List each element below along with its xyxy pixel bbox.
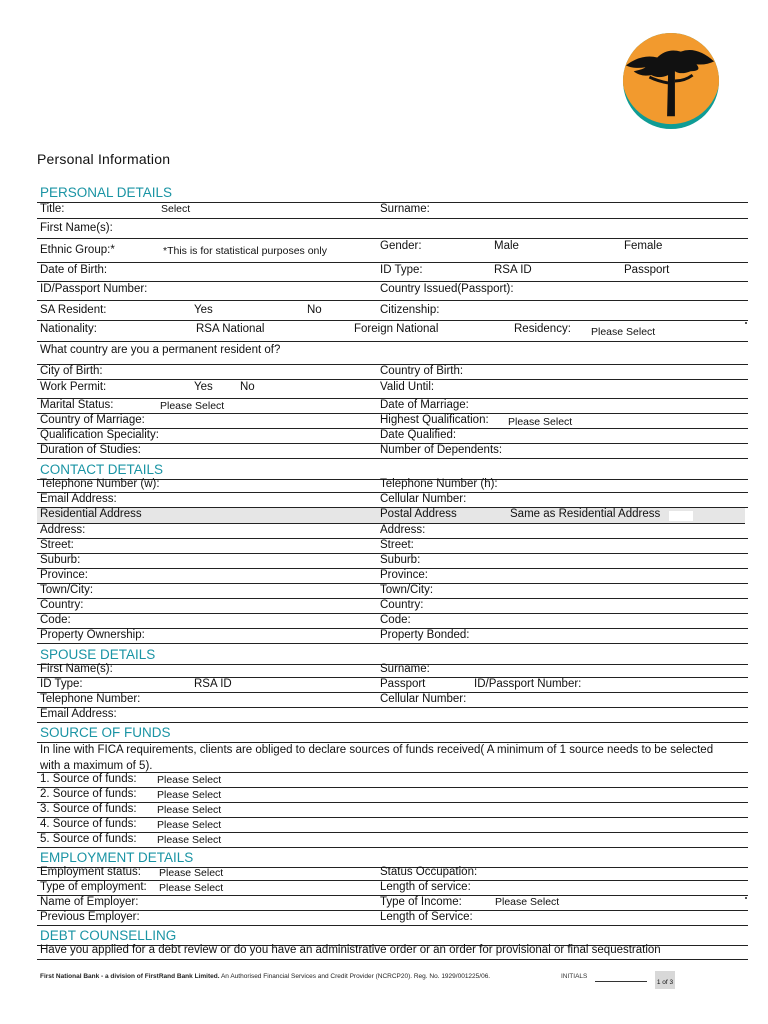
source-4-label: 4. Source of funds:: [40, 818, 137, 830]
post-province-label: Province:: [380, 569, 428, 581]
highest-qual-label: Highest Qualification:: [380, 414, 489, 426]
work-permit-no[interactable]: No: [240, 381, 255, 393]
status-occupation-label: Status Occupation:: [380, 866, 478, 878]
fnb-tree-logo: [622, 32, 720, 130]
highest-qual-select[interactable]: Please Select: [508, 416, 573, 428]
gender-male-option[interactable]: Male: [494, 240, 519, 252]
source-1-select[interactable]: Please Select: [157, 774, 222, 786]
spouse-cell-label: Cellular Number:: [380, 693, 467, 705]
row-funds-intro: [37, 741, 748, 773]
sa-resident-yes[interactable]: Yes: [194, 304, 213, 316]
sa-resident-no[interactable]: No: [307, 304, 322, 316]
dependents-label: Number of Dependents:: [380, 444, 503, 456]
residency-select[interactable]: Please Select: [591, 326, 656, 338]
row-province: [37, 569, 748, 584]
spouse-rsa-id-option[interactable]: RSA ID: [194, 678, 232, 690]
employment-type-select[interactable]: Please Select: [159, 882, 224, 894]
work-permit-yes[interactable]: Yes: [194, 381, 213, 393]
row-property: [37, 629, 748, 644]
footer-legal-text: An Authorised Financial Services and Credit Provider (NCRCP20). Reg. No. 1929/001225/06.: [219, 973, 491, 980]
source-5-label: 5. Source of funds:: [40, 833, 137, 845]
footer-bank-name: First National Bank - a division of FirstRand Bank Limited.: [40, 973, 220, 980]
employment-status-select[interactable]: Please Select: [159, 867, 224, 879]
ethnic-note: *This is for statistical purposes only: [163, 245, 327, 257]
row-work-permit: [37, 380, 748, 399]
sa-resident-label: SA Resident:: [40, 304, 107, 316]
source-3-label: 3. Source of funds:: [40, 803, 137, 815]
rsa-national-option[interactable]: RSA National: [196, 323, 265, 335]
property-bonded-label: Property Bonded:: [380, 629, 470, 641]
residency-label: Residency:: [514, 323, 571, 335]
row-address-headers: [37, 508, 745, 524]
foreign-national-option[interactable]: Foreign National: [354, 323, 439, 335]
initials-field[interactable]: [595, 981, 647, 982]
section-source-of-funds: SOURCE OF FUNDS: [37, 725, 748, 741]
row-title: [37, 202, 748, 219]
marital-label: Marital Status:: [40, 399, 114, 411]
row-suburb: [37, 554, 748, 569]
res-code-label: Code:: [40, 614, 71, 626]
spouse-passport-option[interactable]: Passport: [380, 678, 426, 690]
res-province-label: Province:: [40, 569, 88, 581]
row-street: [37, 539, 748, 554]
row-nationality: [37, 321, 748, 342]
income-type-select[interactable]: Please Select: [495, 896, 560, 908]
page-title: Personal Information: [37, 151, 171, 167]
city-birth-label: City of Birth:: [40, 365, 103, 377]
date-qualified-label: Date Qualified:: [380, 429, 457, 441]
row-country-marriage: [37, 414, 748, 429]
row-dob-idtype: [37, 263, 748, 282]
row-city-birth: [37, 365, 748, 380]
same-as-residential-option[interactable]: Same as Residential Address: [510, 508, 661, 520]
row-employment-type: [37, 881, 748, 896]
row-country: [37, 599, 748, 614]
idtype-label: ID Type:: [380, 264, 423, 276]
row-previous-employer: [37, 911, 748, 926]
gender-female-option[interactable]: Female: [624, 240, 663, 252]
page-number: 1 of 3: [655, 971, 675, 989]
nationality-label: Nationality:: [40, 323, 97, 335]
tel-w-label: Telephone Number (w):: [40, 478, 160, 490]
footer-legal: [40, 973, 490, 980]
section-employment-details: EMPLOYMENT DETAILS: [37, 850, 748, 866]
previous-length-label: Length of Service:: [380, 911, 473, 923]
spouse-surname-label: Surname:: [380, 663, 430, 675]
res-suburb-label: Suburb:: [40, 554, 81, 566]
row-employment-status: [37, 866, 748, 881]
row-perm-resident: [37, 342, 748, 365]
source-1-label: 1. Source of funds:: [40, 773, 137, 785]
row-spouse-tel: [37, 693, 748, 708]
employment-type-label: Type of employment:: [40, 881, 147, 893]
post-town-label: Town/City:: [380, 584, 434, 596]
marital-select[interactable]: Please Select: [160, 400, 225, 412]
debt-question-text: Have you applied for a debt review or do you have an administrative order or an order for provisional or final sequestration: [40, 944, 661, 956]
surname-label: Surname:: [380, 203, 430, 215]
edge-mark: [745, 897, 747, 899]
idtype-rsa-option[interactable]: RSA ID: [494, 264, 532, 276]
source-2-select[interactable]: Please Select: [157, 789, 222, 801]
initials-label: INITIALS: [561, 973, 588, 980]
row-spouse-id: [37, 678, 748, 693]
row-qual-speciality: [37, 429, 748, 444]
row-source-3: [37, 803, 748, 818]
employment-status-label: Employment status:: [40, 866, 141, 878]
source-5-select[interactable]: Please Select: [157, 834, 222, 846]
res-street-label: Street:: [40, 539, 74, 551]
valid-until-label: Valid Until:: [380, 381, 435, 393]
row-ethnic-gender: [37, 239, 748, 263]
cell-label: Cellular Number:: [380, 493, 467, 505]
first-names-label: First Name(s):: [40, 222, 113, 234]
residential-address-header: Residential Address: [40, 508, 142, 520]
post-street-label: Street:: [380, 539, 414, 551]
same-as-checkbox[interactable]: [669, 511, 693, 521]
row-source-4: [37, 818, 748, 833]
spouse-id-number-label: ID/Passport Number:: [474, 678, 582, 690]
post-country-label: Country:: [380, 599, 424, 611]
property-ownership-label: Property Ownership:: [40, 629, 145, 641]
row-code: [37, 614, 748, 629]
country-issued-label: Country Issued(Passport):: [380, 283, 514, 295]
section-contact-details: CONTACT DETAILS: [37, 462, 748, 478]
post-code-label: Code:: [380, 614, 411, 626]
row-marital: [37, 399, 748, 414]
spouse-idtype-label: ID Type:: [40, 678, 83, 690]
tel-h-label: Telephone Number (h):: [380, 478, 498, 490]
res-town-label: Town/City:: [40, 584, 94, 596]
row-employer: [37, 896, 748, 911]
country-marriage-label: Country of Marriage:: [40, 414, 145, 426]
res-country-label: Country:: [40, 599, 84, 611]
idtype-passport-option[interactable]: Passport: [624, 264, 670, 276]
title-select[interactable]: Select: [161, 203, 191, 215]
postal-address-header: Postal Address: [380, 508, 457, 520]
source-3-select[interactable]: Please Select: [157, 804, 222, 816]
section-spouse-details: SPOUSE DETAILS: [37, 647, 748, 663]
qual-speciality-label: Qualification Speciality:: [40, 429, 159, 441]
work-permit-label: Work Permit:: [40, 381, 107, 393]
section-debt-counselling: DEBT COUNSELLING: [37, 928, 748, 944]
perm-resident-question: What country are you a permanent resident of?: [40, 344, 281, 356]
spouse-email-label: Email Address:: [40, 708, 117, 720]
section-personal-details: PERSONAL DETAILS: [37, 185, 748, 201]
row-source-2: [37, 788, 748, 803]
idpassport-label: ID/Passport Number:: [40, 283, 148, 295]
row-source-5: [37, 833, 748, 848]
res-address-label: Address:: [40, 524, 86, 536]
row-spouse-email: [37, 708, 748, 723]
row-debt-question: [37, 944, 748, 960]
row-source-1: [37, 773, 748, 788]
post-suburb-label: Suburb:: [380, 554, 421, 566]
row-duration: [37, 444, 748, 459]
source-4-select[interactable]: Please Select: [157, 819, 222, 831]
row-sa-resident: [37, 301, 748, 321]
row-email: [37, 493, 748, 508]
income-type-label: Type of Income:: [380, 896, 462, 908]
edge-mark: [745, 322, 747, 324]
duration-label: Duration of Studies:: [40, 444, 142, 456]
dob-label: Date of Birth:: [40, 264, 108, 276]
employer-name-label: Name of Employer:: [40, 896, 139, 908]
row-spouse-names: [37, 663, 748, 678]
row-town: [37, 584, 748, 599]
source-2-label: 2. Source of funds:: [40, 788, 137, 800]
length-of-service-label: Length of service:: [380, 881, 471, 893]
gender-label: Gender:: [380, 240, 422, 252]
post-address-label: Address:: [380, 524, 426, 536]
email-label: Email Address:: [40, 493, 117, 505]
row-first-names: [37, 219, 748, 239]
spouse-first-names-label: First Name(s):: [40, 663, 113, 675]
date-marriage-label: Date of Marriage:: [380, 399, 469, 411]
row-idnumber: [37, 282, 748, 301]
citizenship-label: Citizenship:: [380, 304, 440, 316]
previous-employer-label: Previous Employer:: [40, 911, 140, 923]
title-label: Title:: [40, 203, 65, 215]
spouse-tel-label: Telephone Number:: [40, 693, 141, 705]
row-address: [37, 524, 748, 539]
ethnic-label: Ethnic Group:*: [40, 244, 115, 256]
row-telephone: [37, 478, 748, 493]
country-birth-label: Country of Birth:: [380, 365, 464, 377]
funds-intro-text: In line with FICA requirements, clients are obliged to declare sources of funds received( A minimum of 1 source needs to be selected with a maximum of 5).: [40, 744, 714, 772]
